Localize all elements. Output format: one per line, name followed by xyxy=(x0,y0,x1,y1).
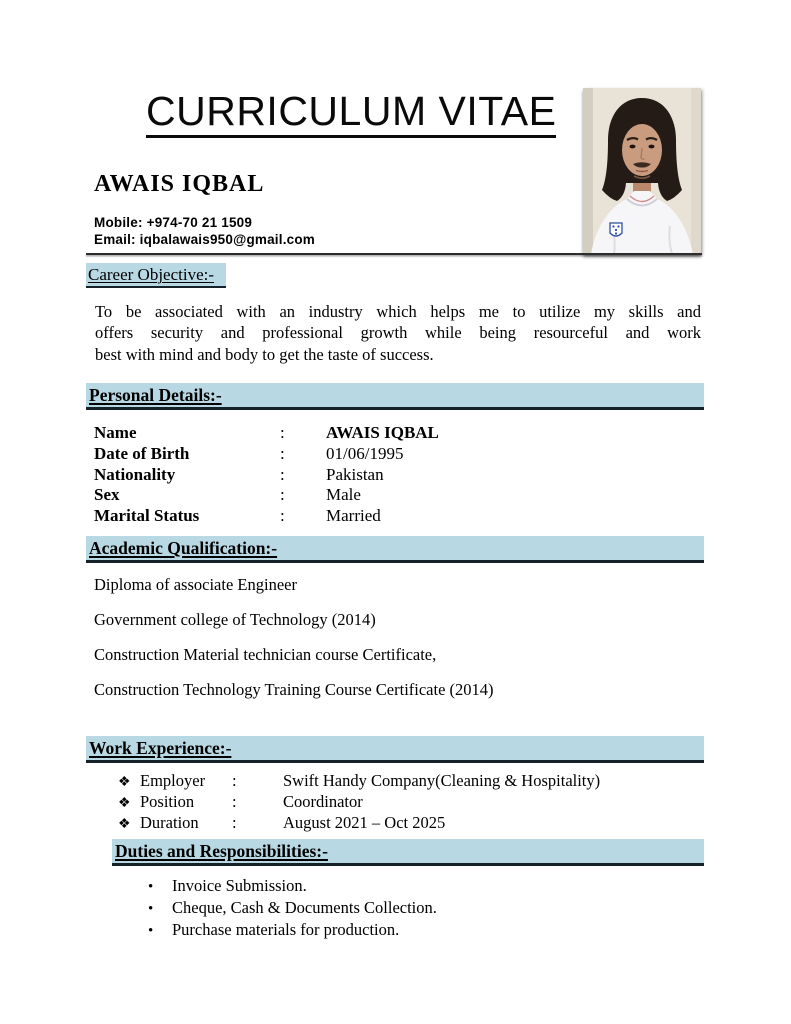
detail-label: Date of Birth xyxy=(94,443,190,463)
diamond-bullet-icon: ❖ xyxy=(118,775,131,790)
table-row xyxy=(94,423,704,444)
header-divider xyxy=(86,253,702,255)
duty-text: Purchase materials for production. xyxy=(172,920,400,939)
section-academic-qualification xyxy=(86,536,704,715)
email-line xyxy=(94,232,315,249)
work-label: Duration xyxy=(140,813,199,832)
work-separator: : xyxy=(232,771,237,790)
work-label: Position xyxy=(140,792,195,811)
page-title: CURRICULUM VITAE xyxy=(146,90,556,138)
detail-value: Pakistan xyxy=(326,464,384,484)
table-row xyxy=(118,813,704,834)
portrait-photo-illustration xyxy=(583,88,701,254)
detail-separator: : xyxy=(280,443,285,463)
list-item: Construction Material technician course Certificate, xyxy=(94,645,437,664)
list-item xyxy=(148,876,704,898)
detail-label: Name xyxy=(94,423,137,442)
objective-line: best with mind and body to get the taste of success. xyxy=(95,344,434,364)
diamond-bullet-icon: ❖ xyxy=(118,817,131,832)
email-label: Email: xyxy=(94,231,136,247)
career-objective-text xyxy=(95,301,701,365)
personal-details-heading: Personal Details:- xyxy=(86,383,704,410)
work-separator: : xyxy=(232,813,237,832)
detail-label: Sex xyxy=(94,485,120,505)
shirt-crest xyxy=(610,223,622,236)
email-value: iqbalawais950@gmail.com xyxy=(139,231,316,247)
work-value: August 2021 – Oct 2025 xyxy=(283,813,446,832)
detail-value: AWAIS IQBAL xyxy=(326,423,439,442)
list-item xyxy=(148,920,704,942)
list-item: Government college of Technology (2014) xyxy=(94,610,376,629)
detail-value: 01/06/1995 xyxy=(326,443,404,463)
section-career-objective xyxy=(86,263,704,365)
objective-line: To be associated with an industry which helps me to utilize my skills and xyxy=(95,302,701,321)
mobile-value: +974-70 21 1509 xyxy=(146,215,253,230)
personal-details-table xyxy=(94,423,704,527)
list-item: Diploma of associate Engineer xyxy=(94,575,297,594)
duties-list xyxy=(148,876,704,942)
diamond-bullet-icon: ❖ xyxy=(118,796,131,811)
objective-line: offers security and professional growth while being resourceful and work xyxy=(95,323,701,343)
table-row xyxy=(94,506,704,527)
duty-text: Invoice Submission. xyxy=(172,876,307,895)
detail-separator: : xyxy=(280,423,285,442)
work-separator: : xyxy=(232,792,237,811)
academic-qualification-heading: Academic Qualification:- xyxy=(86,536,704,563)
detail-separator: : xyxy=(280,464,285,484)
table-row xyxy=(94,485,704,506)
portrait-photo xyxy=(583,88,701,254)
detail-separator: : xyxy=(280,485,285,505)
career-objective-heading: Career Objective:- xyxy=(86,263,226,288)
candidate-name: AWAIS IQBAL xyxy=(94,171,265,197)
table-row xyxy=(94,465,704,486)
list-item: Construction Technology Training Course Certificate (2014) xyxy=(94,680,494,699)
work-value: Swift Handy Company(Cleaning & Hospitality) xyxy=(283,771,601,790)
work-experience-heading: Work Experience:- xyxy=(86,736,704,763)
bullet-dot-icon: • xyxy=(148,923,154,939)
table-row xyxy=(118,792,704,813)
section-work-experience xyxy=(86,736,704,942)
work-experience-table xyxy=(118,771,704,834)
bullet-dot-icon: • xyxy=(148,901,154,917)
section-personal-details xyxy=(86,383,704,527)
table-row xyxy=(94,444,704,465)
mobile-label: Mobile: xyxy=(94,215,143,230)
table-row xyxy=(118,771,704,792)
duties-heading-wrap xyxy=(112,839,704,866)
duties-responsibilities-heading: Duties and Responsibilities:- xyxy=(112,839,704,866)
work-label: Employer xyxy=(140,771,206,790)
detail-label: Marital Status xyxy=(94,506,200,526)
qualification-list xyxy=(94,575,704,700)
detail-value: Married xyxy=(326,506,381,526)
contact-block xyxy=(94,215,315,248)
mobile-line xyxy=(94,215,315,232)
duty-text: Cheque, Cash & Documents Collection. xyxy=(172,898,437,917)
detail-separator: : xyxy=(280,506,285,526)
detail-value: Male xyxy=(326,485,361,505)
bullet-dot-icon: • xyxy=(148,879,154,895)
detail-label: Nationality xyxy=(94,464,176,484)
list-item xyxy=(148,898,704,920)
work-value: Coordinator xyxy=(283,792,363,811)
